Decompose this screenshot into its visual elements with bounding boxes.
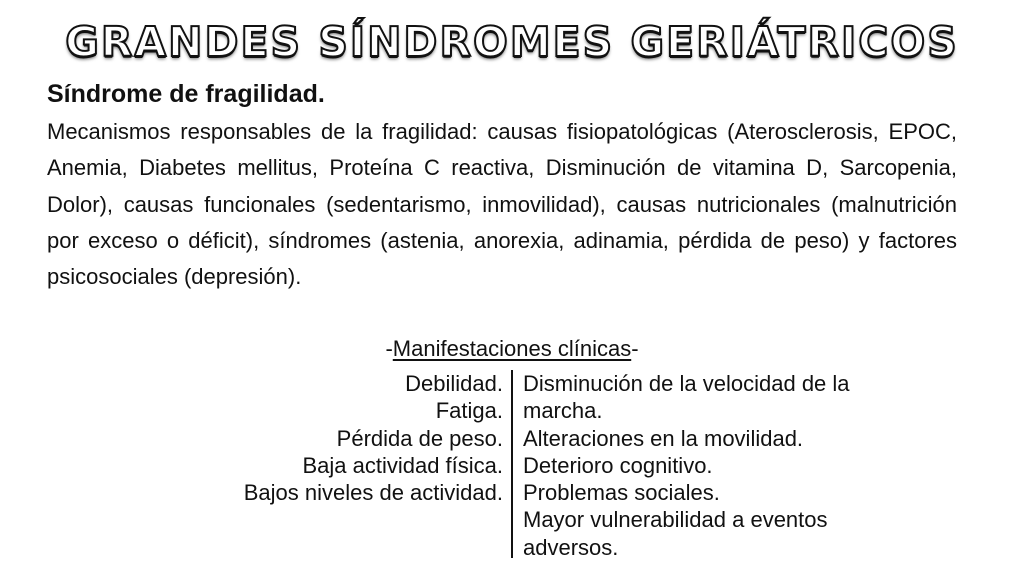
manifestations-heading <box>0 336 1024 362</box>
list-item: Bajos niveles de actividad. <box>243 480 503 506</box>
list-item: Debilidad. <box>405 371 503 396</box>
column-divider <box>511 370 513 558</box>
section-subtitle: Síndrome de fragilidad. <box>47 80 325 108</box>
list-item: Baja actividad física. <box>302 452 503 478</box>
list-item: Alteraciones en la movilidad. <box>523 425 804 451</box>
list-item: Disminución de la velocidad de la marcha. <box>523 371 850 424</box>
slide-title: GRANDES SÍNDROMES GERIÁTRICOS <box>65 18 959 66</box>
symptoms-list-right <box>523 370 923 561</box>
list-item: Deterioro cognitivo. <box>523 452 713 478</box>
list-item: Pérdida de peso. <box>336 425 503 451</box>
list-item: Fatiga. <box>435 398 503 424</box>
heading-suffix: - <box>631 336 639 361</box>
heading-prefix: - <box>385 336 393 361</box>
list-item: Mayor vulnerabilidad a eventos adversos. <box>523 507 828 560</box>
symptoms-list-left <box>244 370 503 506</box>
list-item: Problemas sociales. <box>523 480 720 506</box>
heading-text: Manifestaciones clínicas <box>392 336 632 361</box>
body-paragraph: Mecanismos responsables de la fragilidad: causas fisiopatológicas (Aterosclerosis, EPOC, Anemia, Diabetes mellitus, Proteína C reactiva, Disminución de vitamina D, Sarcopenia, Dolor), causas funcionales (sedentarismo, inmovilidad), causas nutricionales (malnutrición por exceso o déficit), síndromes (astenia, anorexia, adinamia, pérdida de peso) y factores psicosociales (depresión). <box>47 119 957 290</box>
